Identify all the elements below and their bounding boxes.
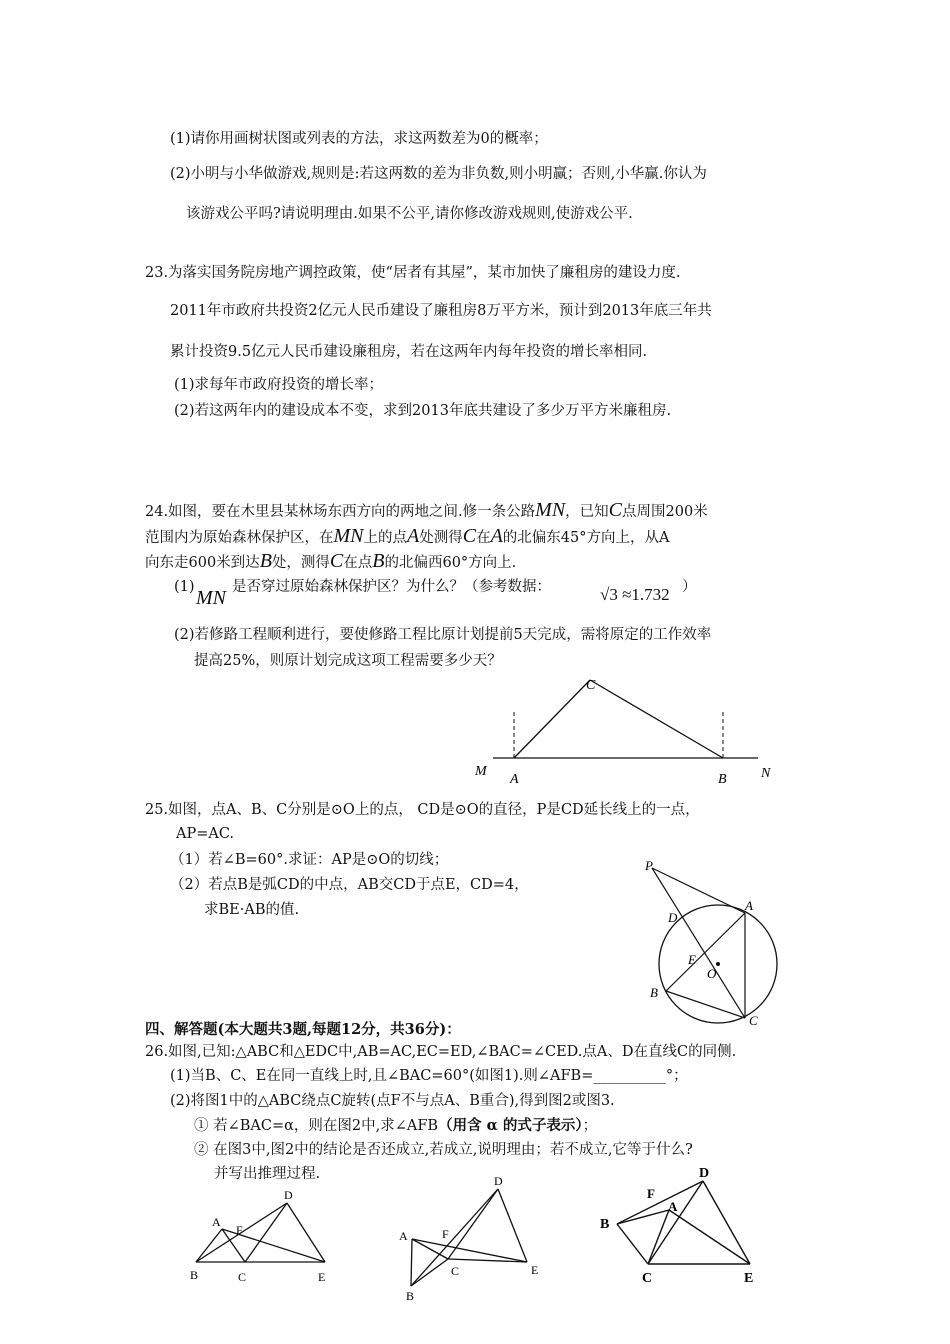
- fig3-segment-CD: [648, 1181, 703, 1264]
- q22-part2-cont: 该游戏公平吗?请说明理由.如果不公平,请你修改游戏规则,使游戏公平.: [186, 206, 633, 222]
- q24-line3-c: 在点: [343, 555, 373, 571]
- q24-sqrt-value: √3 ≈1.732: [600, 585, 670, 604]
- q23-stem-line1: 23.为落实国务院房地产调控政策，使“居者有其屋”，某市加快了廉租房的建设力度.: [145, 265, 681, 281]
- label-D: D: [668, 910, 678, 925]
- symbol-B: B: [259, 550, 272, 572]
- fig2-label-A: A: [399, 1229, 408, 1243]
- q26-sub1-c: ；: [582, 1118, 598, 1134]
- q26-sub2: ② 在图3中,图2中的结论是否还成立,若成立,说明理由；若不成立,它等于什么?: [194, 1142, 693, 1158]
- symbol-A: A: [490, 525, 503, 547]
- q24-line3-d: 的北偏西60°方向上.: [384, 555, 517, 571]
- q24-part1-symbol-MN: MN: [196, 587, 226, 609]
- fig3-label-E: E: [744, 1271, 754, 1286]
- fig1-segment-DE: [287, 1203, 325, 1262]
- q26-figure-3: [600, 1166, 753, 1286]
- label-P: P: [645, 858, 653, 873]
- fig2-segment-AB: [411, 1239, 412, 1286]
- fig2-segment-AE: [412, 1239, 527, 1262]
- q24-line2-c: 处测得: [419, 530, 463, 546]
- q25-part1: （1）若∠B=60°.求证：AP是⊙O的切线；: [170, 852, 449, 868]
- fig3-label-A: A: [668, 1199, 678, 1214]
- q24-line3-a: 向东走600米到达: [145, 555, 260, 571]
- symbol-A: A: [407, 525, 420, 547]
- q24-part1-text: 是否穿过原始森林保护区？为什么？（参考数据：: [232, 579, 551, 595]
- fig2-label-B: B: [406, 1289, 415, 1303]
- q22-part2: (2)小明与小华做游戏,规则是:若这两数的差为非负数,则小明赢；否则,小华赢.你认为: [170, 166, 707, 182]
- fig1-label-F: F: [236, 1223, 243, 1237]
- q24-line1-b: ，已知: [565, 504, 609, 520]
- fig3-label-F: F: [647, 1186, 655, 1201]
- q23-part2: (2)若这两年内的建设成本不变，求到2013年底共建设了多少万平方米廉租房.: [174, 403, 672, 419]
- fig1-segment-BA: [196, 1229, 222, 1262]
- fig3-segment-BD: [617, 1181, 703, 1224]
- q23-part1: (1)求每年市政府投资的增长率；: [174, 377, 384, 393]
- fig2-label-F: F: [442, 1227, 449, 1241]
- symbol-MN: MN: [535, 499, 566, 521]
- label-C: C: [749, 1013, 758, 1028]
- fig3-segment-BC: [617, 1224, 648, 1264]
- q26-figure-2: [399, 1174, 538, 1303]
- symbol-C: C: [608, 499, 623, 521]
- q24-line2-d: 在: [476, 530, 491, 546]
- q24-line2-e: 的北偏东45°方向上，从A: [502, 530, 670, 546]
- q26-figure-1: [190, 1188, 325, 1284]
- fig2-segment-CD: [448, 1189, 498, 1259]
- q22-part1: (1)请你用画树状图或列表的方法，求这两数差为0的概率；: [170, 131, 548, 147]
- fig3-segment-AE: [669, 1210, 750, 1264]
- fig2-segment-DE: [498, 1189, 527, 1262]
- q26-sub1-a: ① 若∠BAC=α，则在图2中,求∠AFB: [194, 1118, 439, 1134]
- q24-line3-b: 处，测得: [271, 555, 330, 571]
- fig2-segment-BC: [411, 1259, 448, 1286]
- fig2-label-C: C: [451, 1264, 460, 1278]
- q25-part2: （2）若点B是弧CD的中点，AB交CD于点E，CD=4，: [170, 877, 529, 893]
- q24-part2-cont: 提高25%，则原计划完成这项工程需要多少天？: [194, 653, 502, 669]
- symbol-B: B: [372, 550, 385, 572]
- fig1-label-C: C: [238, 1270, 247, 1284]
- section-4-heading: 四、解答题(本大题共3题,每题12分，共36分)：: [145, 1021, 461, 1038]
- fig1-label-E: E: [318, 1270, 326, 1284]
- fig2-label-D: D: [494, 1174, 503, 1188]
- q24-line1-c: 点周围200米: [622, 504, 708, 520]
- q25-stem-line1: 25.如图，点A、B、C分别是⊙O上的点， CD是⊙O的直径，P是CD延长线上的一点，: [145, 802, 700, 818]
- q26-sub2-cont: 并写出推理过程.: [214, 1166, 321, 1182]
- q26-sub1-bold: （用含 α 的式子表示）: [438, 1117, 583, 1134]
- q26-stem: 26.如图,已知:△ABC和△EDC中,AB=AC,EC=ED,∠BAC=∠CED.点A、D在直线C的同侧.: [145, 1044, 737, 1060]
- q25-stem-line2: AP=AC.: [176, 826, 235, 842]
- fig3-label-C: C: [642, 1271, 653, 1286]
- fig2-label-E: E: [531, 1263, 539, 1277]
- symbol-C: C: [462, 525, 477, 547]
- q24-part1-close: ）: [682, 579, 697, 595]
- q23-stem-line2: 2011年市政府共投资2亿元人民币建设了廉租房8万平方米，预计到2013年底三年共: [170, 303, 712, 319]
- fig3-segment-DE: [703, 1181, 750, 1264]
- q23-stem-line3: 累计投资9.5亿元人民币建设廉租房，若在这两年内每年投资的增长率相同.: [170, 344, 648, 360]
- fig1-label-D: D: [284, 1188, 293, 1202]
- fig1-label-B: B: [190, 1268, 199, 1282]
- label-O: O: [707, 966, 717, 981]
- fig3-label-B: B: [600, 1217, 610, 1232]
- fig1-segment-CD: [245, 1203, 287, 1262]
- label-M: M: [475, 764, 487, 779]
- label-C: C: [586, 678, 596, 693]
- q26-part2: (2)将图1中的△ABC绕点C旋转(点F不与点A、B重合),得到图2或图3.: [170, 1093, 615, 1109]
- label-E: E: [688, 952, 696, 967]
- q24-line2-b: 上的点: [363, 530, 407, 546]
- q24-part1-label: (1): [174, 579, 195, 595]
- label-A: A: [745, 898, 753, 913]
- fig1-label-A: A: [212, 1215, 221, 1229]
- fig3-label-D: D: [699, 1166, 710, 1181]
- q26-part1: (1)当B、C、E在同一直线上时,且∠BAC=60°(如图1).则∠AFB=__________°；: [170, 1068, 688, 1084]
- q25-part2-cont: 求BE·AB的值.: [204, 902, 300, 918]
- label-B: B: [718, 772, 727, 787]
- q24-line1-a: 24.如图，要在木里县某林场东西方向的两地之间.修一条公路: [145, 504, 536, 520]
- label-A: A: [510, 772, 519, 787]
- symbol-MN: MN: [333, 525, 364, 547]
- q24-line2-a: 范围内为原始森林保护区，在: [145, 530, 334, 546]
- label-N: N: [761, 766, 771, 781]
- fig3-segment-BA: [617, 1210, 669, 1224]
- q24-part2: (2)若修路工程顺利进行，要使修路工程比原计划提前5天完成，需将原定的工作效率: [174, 627, 712, 643]
- label-B: B: [650, 985, 658, 1000]
- symbol-C: C: [329, 550, 344, 572]
